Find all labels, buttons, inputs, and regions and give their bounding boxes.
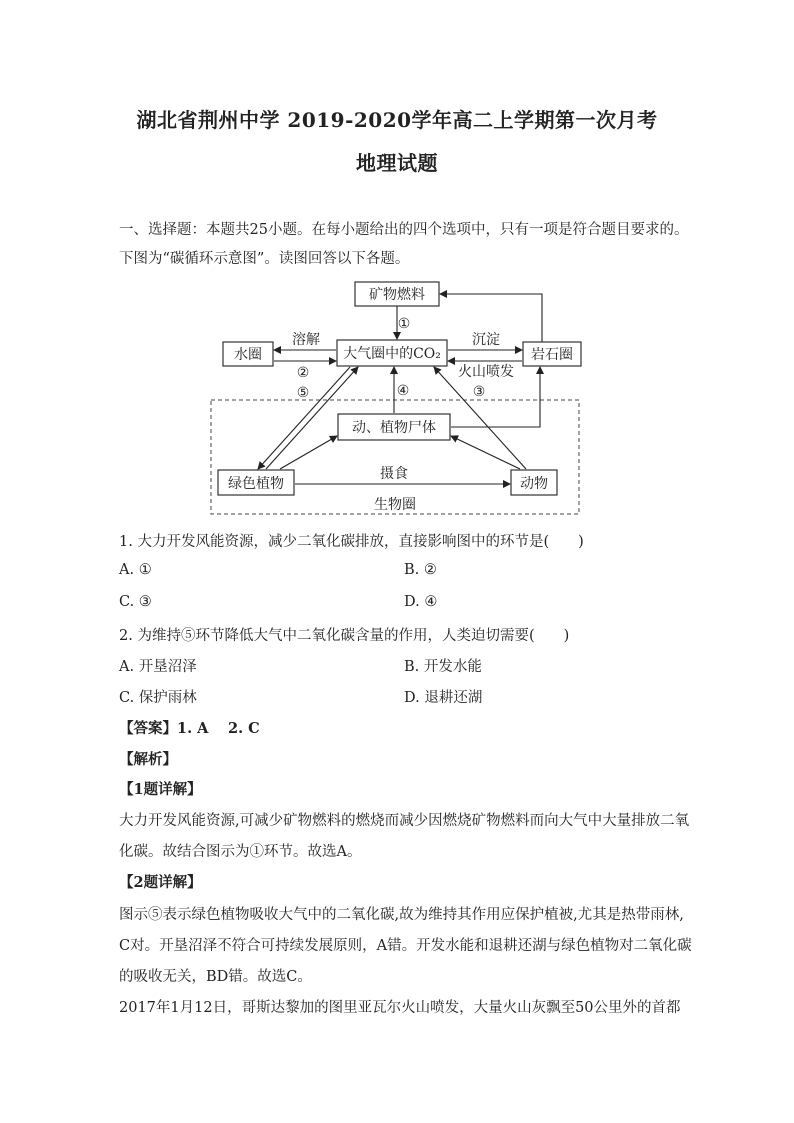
sediment-label: 沉淀: [472, 332, 500, 348]
step-4-label: ④: [396, 383, 410, 399]
document-title: 湖北省荆州中学 2019-2020学年高二上学期第一次月考: [136, 108, 658, 132]
question-1-option-d: D. ④: [404, 594, 438, 610]
detail-1-heading: 【1题详解】: [119, 781, 202, 798]
biosphere-label: 生物圈: [374, 497, 416, 513]
detail-2-line-1: 图示⑤表示绿色植物吸收大气中的二氧化碳,故为维持其作用应保护植被,尤其是热带雨林,: [119, 907, 684, 923]
diagram-intro: 下图为“碳循环示意图”。读图回答以下各题。: [119, 251, 410, 267]
detail-2-line-2: C对。开垦沼泽不符合可持续发展原则，A错。开发水能和退耕还湖与绿色植物对二氧化碳: [119, 938, 692, 954]
step-5-label: ⑤: [296, 385, 310, 401]
feeding-label: 摄食: [380, 466, 408, 482]
carbon-cycle-diagram: [210, 278, 582, 516]
atmosphere-co2-label: 大气圈中的CO₂: [343, 346, 441, 362]
remains-label: 动、植物尸体: [352, 420, 436, 436]
fossil-fuel-label: 矿物燃料: [369, 287, 425, 303]
arrow-plants-to-remains: [280, 436, 337, 469]
document-subtitle: 地理试题: [356, 151, 438, 175]
hydrosphere-label: 水圈: [234, 347, 262, 363]
arrow-atmosphere-to-plants: [258, 367, 350, 469]
question-2-option-c: C. 保护雨林: [119, 690, 197, 706]
step-2-label: ②: [296, 365, 310, 381]
section-instruction: 一、选择题：本题共25小题。在每小题给出的四个选项中，只有一项是符合题目要求的。: [119, 222, 689, 238]
detail-2-line-3: 的吸收无关，BD错。故选C。: [119, 969, 312, 985]
dissolve-label: 溶解: [292, 332, 320, 348]
lithosphere-label: 岩石圈: [531, 347, 573, 363]
question-1-option-a: A. ①: [119, 562, 152, 578]
question-1-option-c: C. ③: [119, 594, 152, 610]
detail-1-line-1: 大力开发风能资源,可减少矿物燃料的燃烧而减少因燃烧矿物燃料而向大气中大量排放二氧: [119, 813, 690, 829]
detail-2-heading: 【2题详解】: [119, 874, 202, 891]
question-2-option-d: D. 退耕还湖: [404, 690, 483, 706]
step-1-label: ①: [397, 316, 411, 332]
green-plants-label: 绿色植物: [228, 476, 284, 492]
question-1-option-b: B. ②: [404, 562, 437, 578]
step-3-label: ③: [472, 384, 486, 400]
question-2-stem: 2. 为维持⑤环节降低大气中二氧化碳含量的作用，人类迫切需要( ): [119, 628, 570, 644]
question-2-option-b: B. 开发水能: [404, 659, 482, 675]
volcano-label: 火山喷发: [458, 364, 514, 380]
answer-line: 【答案】1. A 2. C: [119, 720, 260, 737]
next-passage-line: 2017年1月12日，哥斯达黎加的图里亚瓦尔火山喷发，大量火山灰飘至50公里外的首都: [119, 1000, 681, 1016]
analysis-heading: 【解析】: [119, 751, 177, 768]
question-2-option-a: A. 开垦沼泽: [119, 659, 197, 675]
detail-1-line-2: 化碳。故结合图示为①环节。故选A。: [119, 844, 362, 860]
arrow-animals-to-remains: [451, 436, 520, 469]
animals-label: 动物: [520, 476, 548, 492]
question-1-stem: 1. 大力开发风能资源，减少二氧化碳排放，直接影响图中的环节是( ): [119, 534, 584, 550]
